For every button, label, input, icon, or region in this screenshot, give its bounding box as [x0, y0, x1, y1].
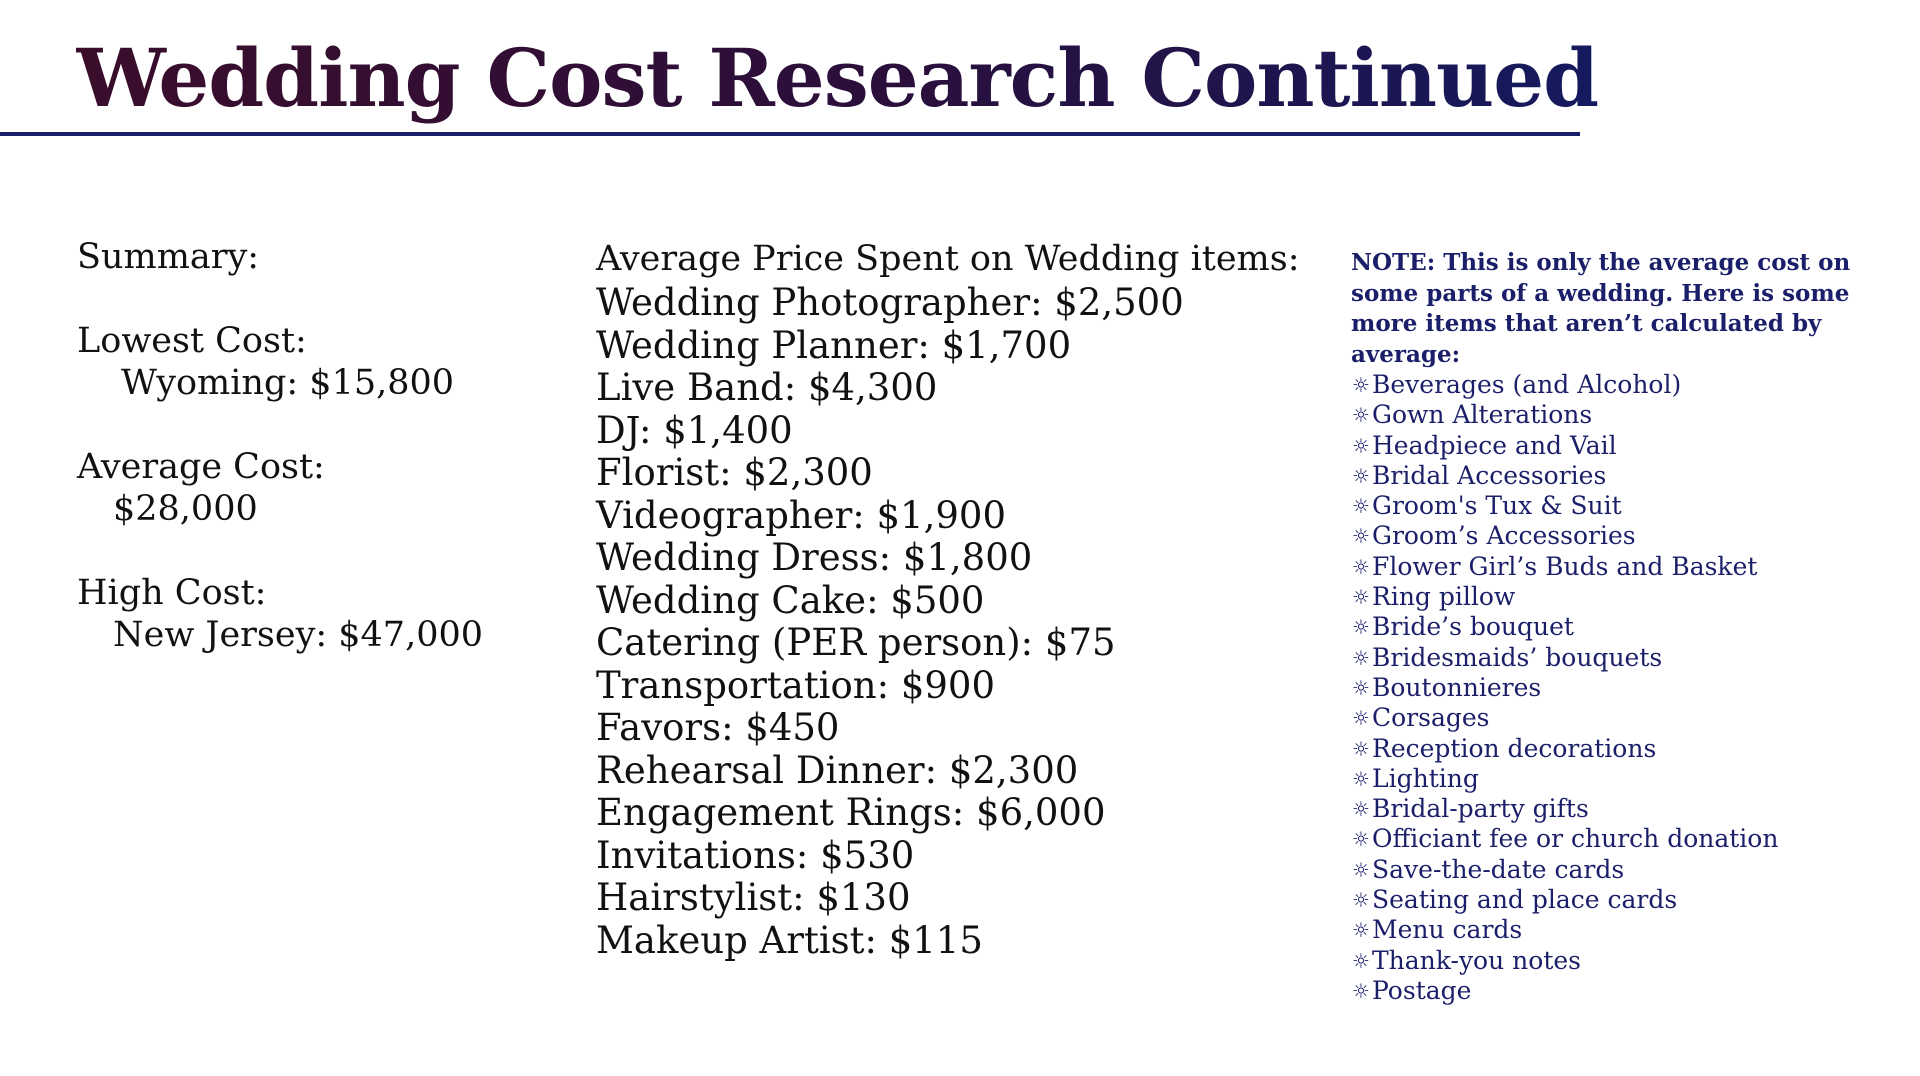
price-item: Transportation: $900 — [596, 663, 996, 707]
list-item-label: Bridesmaids’ bouquets — [1372, 642, 1663, 672]
price-item: Rehearsal Dinner: $2,300 — [596, 748, 1079, 792]
list-item-label: Lighting — [1372, 763, 1479, 793]
sun-bullet-icon: ☼ — [1352, 827, 1370, 852]
list-item-label: Postage — [1372, 975, 1472, 1005]
list-item — [1351, 794, 1911, 824]
price-item: Wedding Dress: $1,800 — [596, 536, 1033, 579]
list-item-label: Bridal Accessories — [1372, 460, 1607, 490]
sun-bullet-icon: ☼ — [1352, 978, 1370, 1003]
sun-bullet-icon: ☼ — [1352, 675, 1370, 700]
list-item-label: Corsages — [1372, 703, 1490, 733]
sun-bullet-icon: ☼ — [1352, 736, 1370, 761]
sun-bullet-icon: ☼ — [1352, 524, 1370, 549]
list-item-label: Save-the-date cards — [1372, 854, 1625, 884]
list-item — [1351, 612, 1911, 642]
title-divider — [0, 132, 1580, 136]
average-prices-list — [596, 282, 1316, 962]
price-item: DJ: $1,400 — [596, 408, 793, 452]
sun-bullet-icon: ☼ — [1352, 403, 1370, 428]
list-item-label: Ring pillow — [1372, 582, 1516, 612]
price-item: Engagement Rings: $6,000 — [596, 791, 1106, 834]
page-title: Wedding Cost Research Continued — [76, 31, 1599, 125]
list-item-label: Officiant fee or church donation — [1372, 824, 1779, 854]
list-item — [1351, 734, 1911, 764]
list-item-label: Bridal-party gifts — [1372, 794, 1589, 824]
list-item — [1351, 400, 1911, 430]
sun-bullet-icon: ☼ — [1352, 373, 1370, 397]
sun-bullet-icon: ☼ — [1352, 585, 1370, 610]
list-item-label: Groom’s Accessories — [1372, 521, 1636, 551]
sun-bullet-icon: ☼ — [1352, 706, 1370, 731]
average-prices-section — [596, 236, 1316, 962]
list-item-label: Seating and place cards — [1372, 885, 1678, 915]
list-item — [1351, 552, 1911, 582]
list-item-label: Thank-you notes — [1372, 945, 1581, 975]
high-cost-label: High Cost: — [77, 573, 267, 613]
note-section — [1351, 248, 1911, 1006]
list-item — [1351, 976, 1911, 1006]
high-cost-value: New Jersey: $47,000 — [113, 615, 483, 655]
list-item-label: Gown Alterations — [1372, 400, 1593, 430]
list-item — [1351, 703, 1911, 733]
lowest-cost-group — [77, 320, 537, 404]
average-prices-heading: Average Price Spent on Wedding items: — [596, 239, 1300, 279]
sun-bullet-icon: ☼ — [1352, 797, 1370, 822]
price-item: Makeup Artist: $115 — [596, 918, 983, 962]
price-item: Favors: $450 — [596, 706, 840, 749]
price-item: Live Band: $4,300 — [596, 366, 938, 409]
sun-bullet-icon: ☼ — [1352, 766, 1370, 791]
list-item — [1351, 673, 1911, 703]
list-item-label: Headpiece and Vail — [1372, 430, 1617, 460]
price-item: Videographer: $1,900 — [596, 493, 1006, 537]
price-item: Hairstylist: $130 — [596, 876, 911, 919]
sun-bullet-icon: ☼ — [1352, 615, 1370, 640]
average-cost-value: $28,000 — [113, 489, 258, 529]
list-item — [1351, 461, 1911, 491]
sun-bullet-icon: ☼ — [1352, 948, 1370, 973]
lowest-cost-label: Lowest Cost: — [77, 321, 307, 361]
list-item — [1351, 582, 1911, 612]
list-item-label: Beverages (and Alcohol) — [1372, 370, 1682, 399]
price-item: Wedding Photographer: $2,500 — [596, 281, 1184, 324]
list-item-label: Flower Girl’s Buds and Basket — [1372, 551, 1758, 581]
price-item: Wedding Cake: $500 — [596, 578, 985, 622]
average-cost-group — [77, 446, 537, 530]
price-item: Wedding Planner: $1,700 — [596, 323, 1072, 367]
list-item — [1351, 491, 1911, 521]
list-item — [1351, 370, 1911, 400]
list-item-label: Reception decorations — [1372, 733, 1657, 763]
sun-bullet-icon: ☼ — [1352, 857, 1370, 882]
list-item — [1351, 521, 1911, 551]
list-item — [1351, 946, 1911, 976]
extra-items-list — [1351, 370, 1911, 1006]
list-item — [1351, 855, 1911, 885]
price-item: Catering (PER person): $75 — [596, 621, 1116, 664]
list-item — [1351, 824, 1911, 854]
list-item — [1351, 885, 1911, 915]
high-cost-group — [77, 572, 537, 656]
list-item — [1351, 915, 1911, 945]
list-item — [1351, 431, 1911, 461]
list-item-label: Boutonnieres — [1372, 672, 1542, 702]
price-item: Invitations: $530 — [596, 833, 915, 877]
price-item: Florist: $2,300 — [596, 451, 873, 494]
list-item-label: Groom's Tux & Suit — [1372, 491, 1622, 521]
sun-bullet-icon: ☼ — [1352, 433, 1370, 458]
list-item — [1351, 764, 1911, 794]
sun-bullet-icon: ☼ — [1352, 494, 1370, 519]
sun-bullet-icon: ☼ — [1352, 645, 1370, 670]
sun-bullet-icon: ☼ — [1352, 918, 1370, 943]
list-item — [1351, 643, 1911, 673]
lowest-cost-value: Wyoming: $15,800 — [121, 363, 455, 403]
summary-heading: Summary: — [77, 237, 260, 277]
sun-bullet-icon: ☼ — [1352, 463, 1370, 488]
summary-section — [77, 236, 537, 698]
average-cost-label: Average Cost: — [77, 447, 325, 487]
sun-bullet-icon: ☼ — [1352, 888, 1370, 913]
sun-bullet-icon: ☼ — [1352, 554, 1370, 579]
note-text: NOTE: This is only the average cost on some parts of a wedding. Here is some more items that aren’t calculated by average: — [1351, 249, 1851, 368]
list-item-label: Menu cards — [1372, 915, 1523, 945]
list-item-label: Bride’s bouquet — [1372, 612, 1574, 642]
